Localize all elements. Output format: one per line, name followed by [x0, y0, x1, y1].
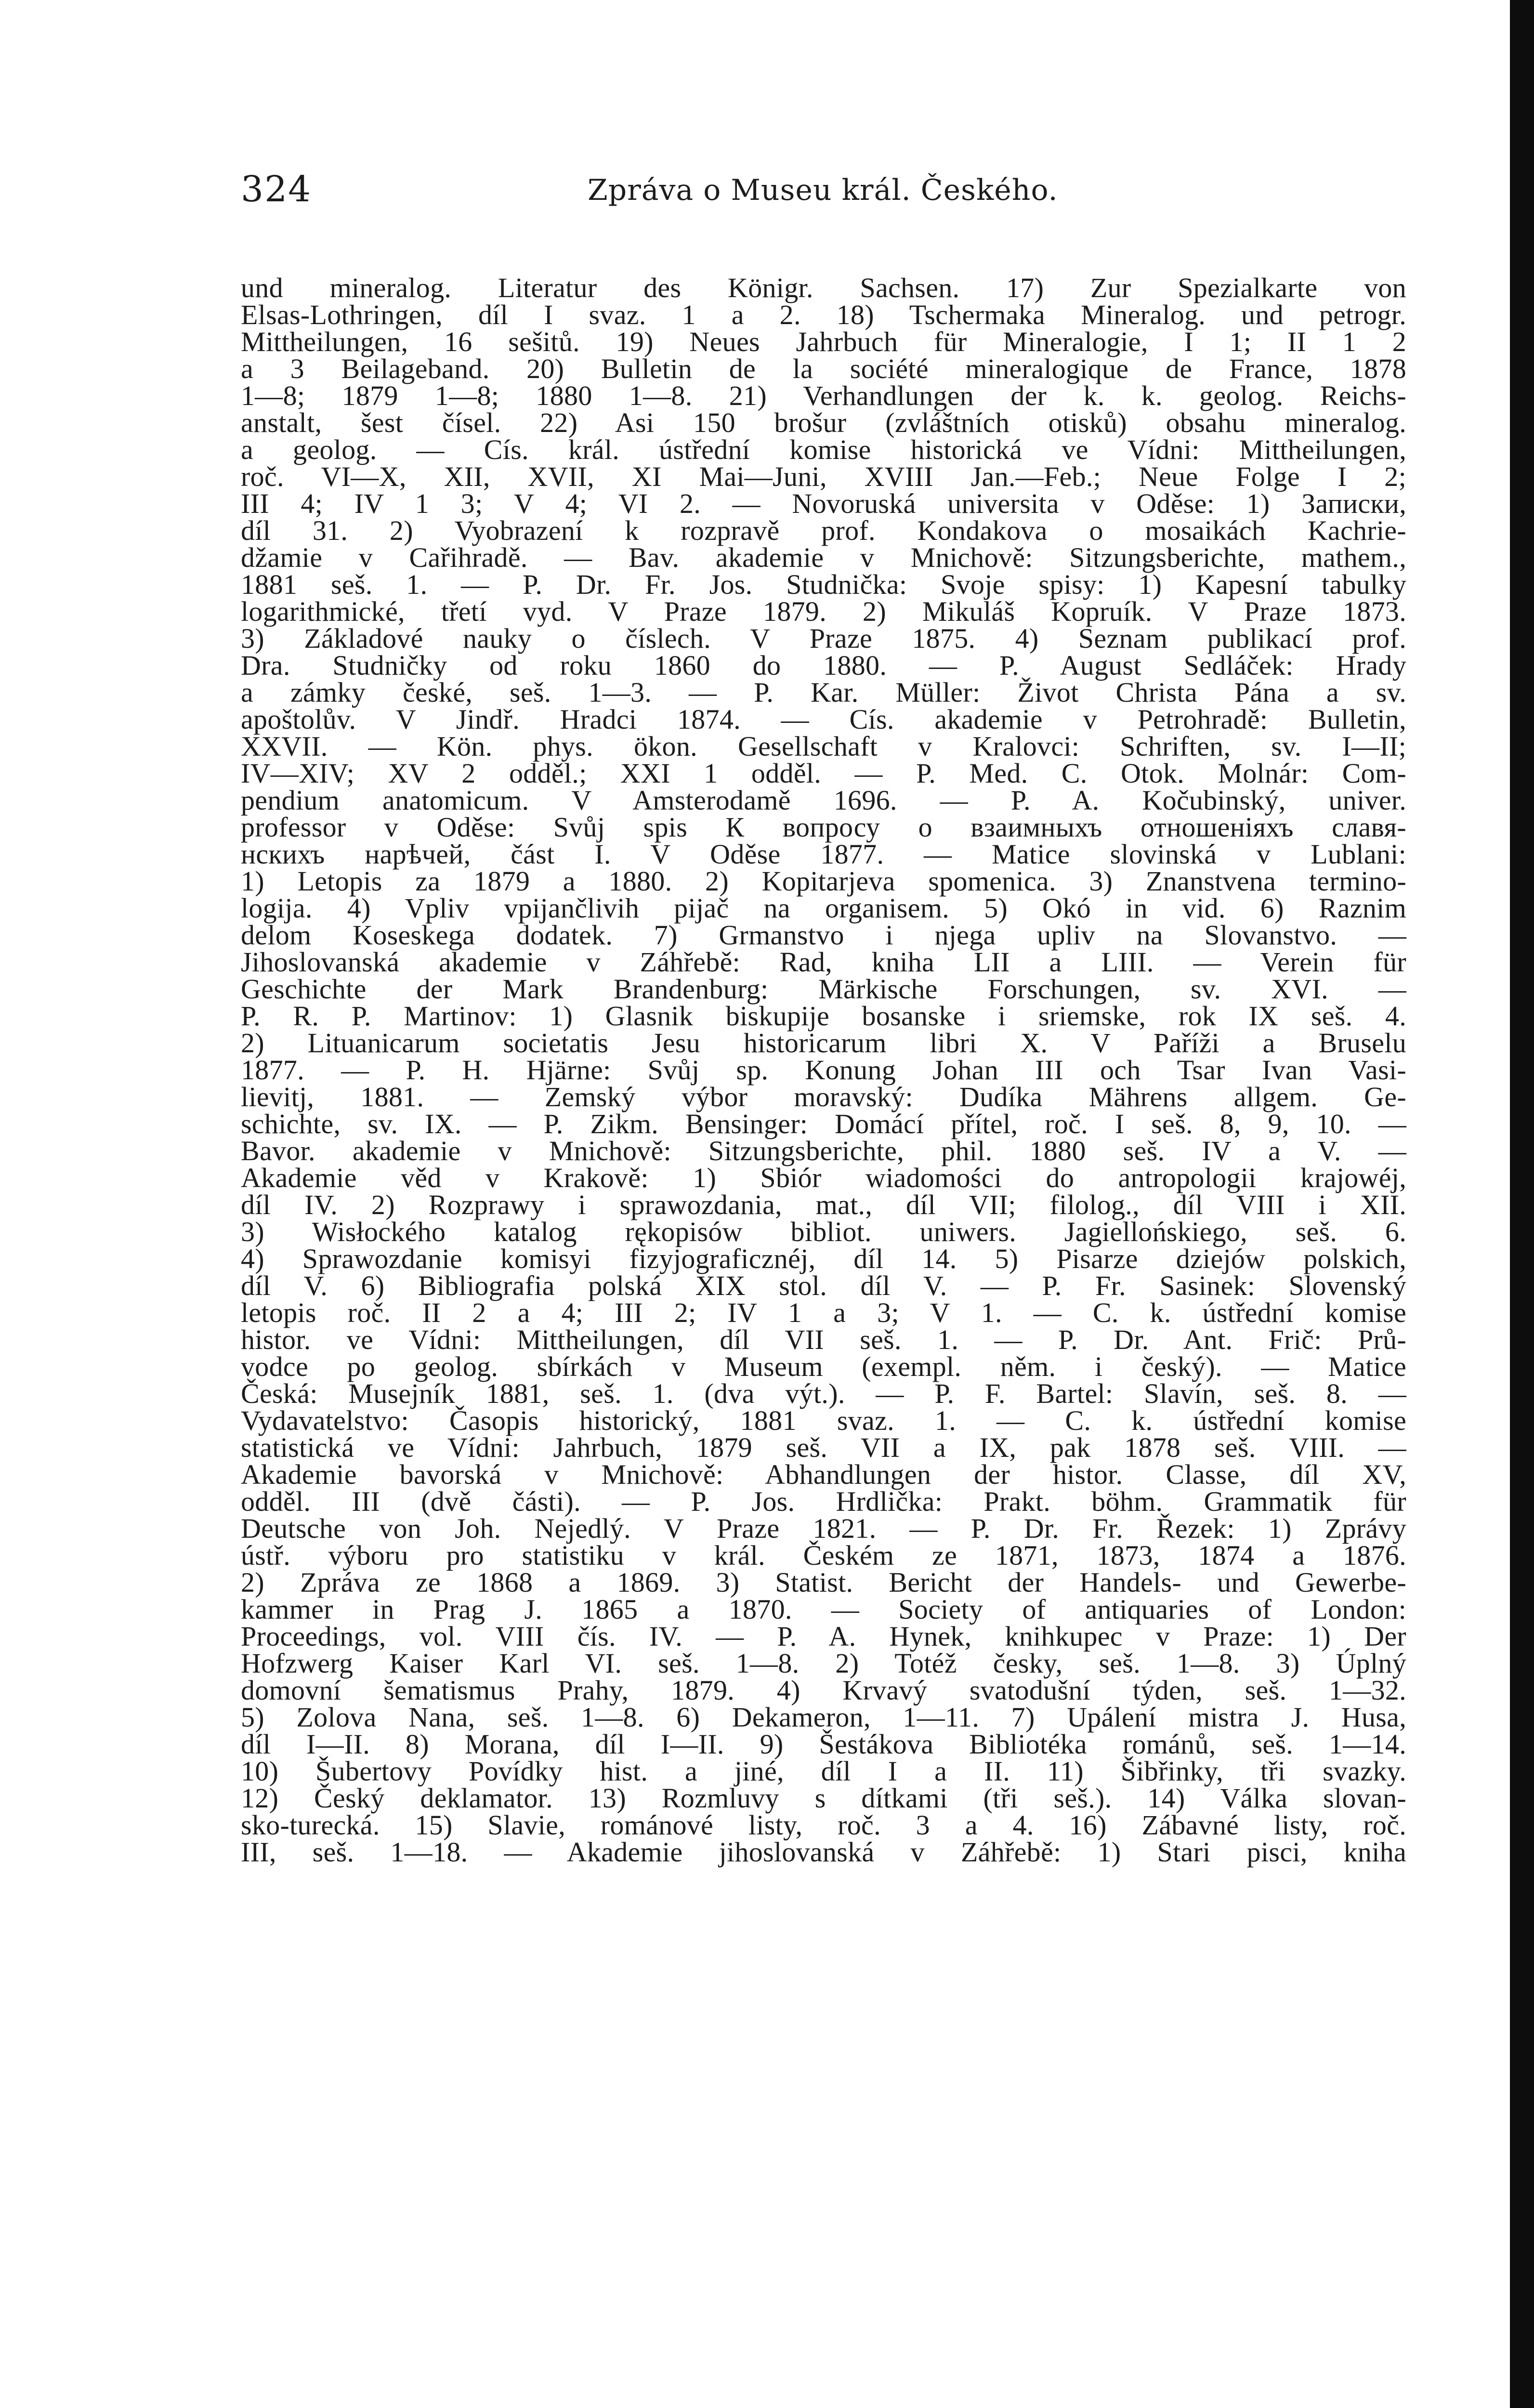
text-line: 10) Šubertovy Povídky hist. a jiné, díl I a II. 11) Šibřinky, tři svazky.: [241, 1755, 1406, 1787]
text-line: statistická ve Vídni: Jahrbuch, 1879 seš. VII a IX, pak 1878 seš. VIII. —: [241, 1432, 1406, 1463]
text-line: díl IV. 2) Rozprawy i sprawozdania, mat., díl VII; filolog., díl VIII i XII.: [241, 1189, 1406, 1220]
text-line: díl V. 6) Bibliografia polská XIX stol. díl V. — P. Fr. Sasinek: Slovenský: [241, 1270, 1406, 1301]
text-line: apoštolův. V Jindř. Hradci 1874. — Cís. akademie v Petrohradě: Bulletin,: [241, 704, 1406, 735]
text-line: roč. VI—X, XII, XVII, XI Mai—Juni, XVIII Jan.—Feb.; Neue Folge I 2;: [241, 461, 1406, 492]
page-header: [241, 169, 1406, 236]
text-line: ústř. výboru pro statistiku v král. Českém ze 1871, 1873, 1874 a 1876.: [241, 1540, 1406, 1571]
text-line: нскихъ нарѣчей, část I. V Oděse 1877. — Matice slovinská v Lublani:: [241, 838, 1406, 870]
text-line: díl 31. 2) Vyobrazení k rozpravě prof. Kondakova o mosaikách Kachrie-: [241, 515, 1406, 546]
text-line: a 3 Beilageband. 20) Bulletin de la société mineralogique de France, 1878: [241, 353, 1406, 384]
text-line: professor v Oděse: Svůj spis К вопросу о взаимныхъ отношенiяхъ славя-: [241, 811, 1406, 843]
scan-edge: [1510, 0, 1534, 2408]
text-line: sko-turecká. 15) Slavie, románové listy, roč. 3 a 4. 16) Zábavné listy, roč.: [241, 1809, 1406, 1841]
text-line: schichte, sv. IX. — P. Zikm. Bensinger: Domácí přítel, roč. I seš. 8, 9, 10. —: [241, 1108, 1406, 1139]
text-line: Bavor. akademie v Mnichově: Sitzungsberichte, phil. 1880 seš. IV a V. —: [241, 1135, 1406, 1166]
text-line: Česká: Musejník 1881, seš. 1. (dva výt.). — P. F. Bartel: Slavín, seš. 8. —: [241, 1378, 1406, 1409]
text-line: lievitj, 1881. — Zemský výbor moravský: Dudíka Mährens allgem. Ge-: [241, 1081, 1406, 1112]
text-line: III 4; IV 1 3; V 4; VI 2. — Novoruská universita v Oděse: 1) Записки,: [241, 488, 1406, 519]
text-line: Dra. Studničky od roku 1860 do 1880. — P. August Sedláček: Hrady: [241, 650, 1406, 681]
text-line: Akademie věd v Krakově: 1) Sbiór wiadomości do antropologii krajowéj,: [241, 1162, 1406, 1193]
text-line: 1—8; 1879 1—8; 1880 1—8. 21) Verhandlungen der k. k. geolog. Reichs-: [241, 380, 1406, 411]
text-line: III, seš. 1—18. — Akademie jihoslovanská v Záhřebě: 1) Stari pisci, kniha: [241, 1836, 1406, 1868]
text-line: XXVII. — Kön. phys. ökon. Gesellschaft v Kralovci: Schriften, sv. I—II;: [241, 731, 1406, 762]
text-line: kammer in Prag J. 1865 a 1870. — Society of antiquaries of London:: [241, 1594, 1406, 1625]
page: [241, 169, 1406, 1866]
text-line: a zámky české, seš. 1—3. — P. Kar. Müller: Život Christa Pána a sv.: [241, 677, 1406, 708]
text-line: Geschichte der Mark Brandenburg: Märkische Forschungen, sv. XVI. —: [241, 973, 1406, 1005]
body-text: [241, 272, 1406, 1868]
text-line: anstalt, šest čísel. 22) Asi 150 brošur (zvláštních otisků) obsahu mineralog.: [241, 407, 1406, 438]
text-line: 4) Sprawozdanie komisyi fizyjograficznéj, díl 14. 5) Pisarze dziejów polskich,: [241, 1243, 1406, 1274]
text-line: 12) Český deklamator. 13) Rozmluvy s dítkami (tři seš.). 14) Válka slovan-: [241, 1782, 1406, 1814]
text-line: Hofzwerg Kaiser Karl VI. seš. 1—8. 2) Totéž česky, seš. 1—8. 3) Úplný: [241, 1648, 1406, 1679]
text-line: letopis roč. II 2 a 4; III 2; IV 1 a 3; V 1. — C. k. ústřední komise: [241, 1297, 1406, 1328]
text-line: 3) Wisłockého katalog rękopisów bibliot. uniwers. Jagiellońskiego, seš. 6.: [241, 1216, 1406, 1247]
text-line: pendium anatomicum. V Amsterodamě 1696. — P. A. Kočubinský, univer.: [241, 785, 1406, 816]
text-line: domovní šematismus Prahy, 1879. 4) Krvavý svatodušní týden, seš. 1—32.: [241, 1675, 1406, 1706]
text-line: Vydavatelstvo: Časopis historický, 1881 svaz. 1. — C. k. ústřední komise: [241, 1405, 1406, 1436]
page-number: 324: [241, 169, 312, 210]
text-line: 1) Letopis za 1879 a 1880. 2) Kopitarjeva spomenica. 3) Znanstvena termino-: [241, 865, 1406, 897]
text-line: džamie v Cařihradě. — Bav. akademie v Mnichově: Sitzungsberichte, mathem.,: [241, 542, 1406, 573]
text-line: 2) Lituanicarum societatis Jesu historicarum libri X. V Paříži a Bruselu: [241, 1027, 1406, 1059]
text-line: histor. ve Vídni: Mittheilungen, díl VII seš. 1. — P. Dr. Ant. Frič: Prů-: [241, 1324, 1406, 1355]
text-line: Deutsche von Joh. Nejedlý. V Praze 1821. — P. Dr. Fr. Řezek: 1) Zprávy: [241, 1513, 1406, 1544]
text-line: logija. 4) Vpliv vpijančlivih pijač na organisem. 5) Okó in vid. 6) Raznim: [241, 892, 1406, 924]
text-line: Proceedings, vol. VIII čís. IV. — P. A. Hynek, knihkupec v Praze: 1) Der: [241, 1621, 1406, 1652]
text-line: 5) Zolova Nana, seš. 1—8. 6) Dekameron, 1—11. 7) Upálení mistra J. Husa,: [241, 1701, 1406, 1733]
text-line: odděl. III (dvě části). — P. Jos. Hrdlička: Prakt. böhm. Grammatik für: [241, 1486, 1406, 1517]
text-line: 3) Základové nauky o číslech. V Praze 1875. 4) Seznam publikací prof.: [241, 623, 1406, 654]
text-line: P. R. P. Martinov: 1) Glasnik biskupije bosanske i sriemske, rok IX seš. 4.: [241, 1000, 1406, 1032]
text-line: a geolog. — Cís. král. ústřední komise historická ve Vídni: Mittheilungen,: [241, 434, 1406, 465]
text-line: vodce po geolog. sbírkách v Museum (exempl. něm. i český). — Matice: [241, 1351, 1406, 1382]
text-line: 2) Zpráva ze 1868 a 1869. 3) Statist. Bericht der Handels- und Gewerbe-: [241, 1567, 1406, 1598]
text-line: 1881 seš. 1. — P. Dr. Fr. Jos. Studnička: Svoje spisy: 1) Kapesní tabulky: [241, 569, 1406, 600]
text-line: Akademie bavorská v Mnichově: Abhandlungen der histor. Classe, díl XV,: [241, 1459, 1406, 1490]
text-line: und mineralog. Literatur des Königr. Sachsen. 17) Zur Spezialkarte von: [241, 272, 1406, 303]
text-line: Elsas-Lothringen, díl I svaz. 1 a 2. 18) Tschermaka Mineralog. und petrogr.: [241, 299, 1406, 330]
text-line: 1877. — P. H. Hjärne: Svůj sp. Konung Johan III och Tsar Ivan Vasi-: [241, 1054, 1406, 1086]
text-line: logarithmické, třetí vyd. V Praze 1879. 2) Mikuláš Kopruík. V Praze 1873.: [241, 596, 1406, 627]
text-line: delom Koseskega dodatek. 7) Grmanstvo i njega upliv na Slovanstvo. —: [241, 919, 1406, 951]
running-title: Zpráva o Museu král. Českého.: [588, 173, 1058, 207]
text-line: IV—XIV; XV 2 odděl.; XXI 1 odděl. — P. Med. C. Otok. Molnár: Com-: [241, 758, 1406, 789]
text-line: Jihoslovanská akademie v Záhřebě: Rad, kniha LII a LIII. — Verein für: [241, 946, 1406, 978]
text-line: díl I—II. 8) Morana, díl I—II. 9) Šestákova Bibliotéka románů, seš. 1—14.: [241, 1728, 1406, 1760]
text-line: Mittheilungen, 16 sešitů. 19) Neues Jahrbuch für Mineralogie, I 1; II 1 2: [241, 326, 1406, 357]
